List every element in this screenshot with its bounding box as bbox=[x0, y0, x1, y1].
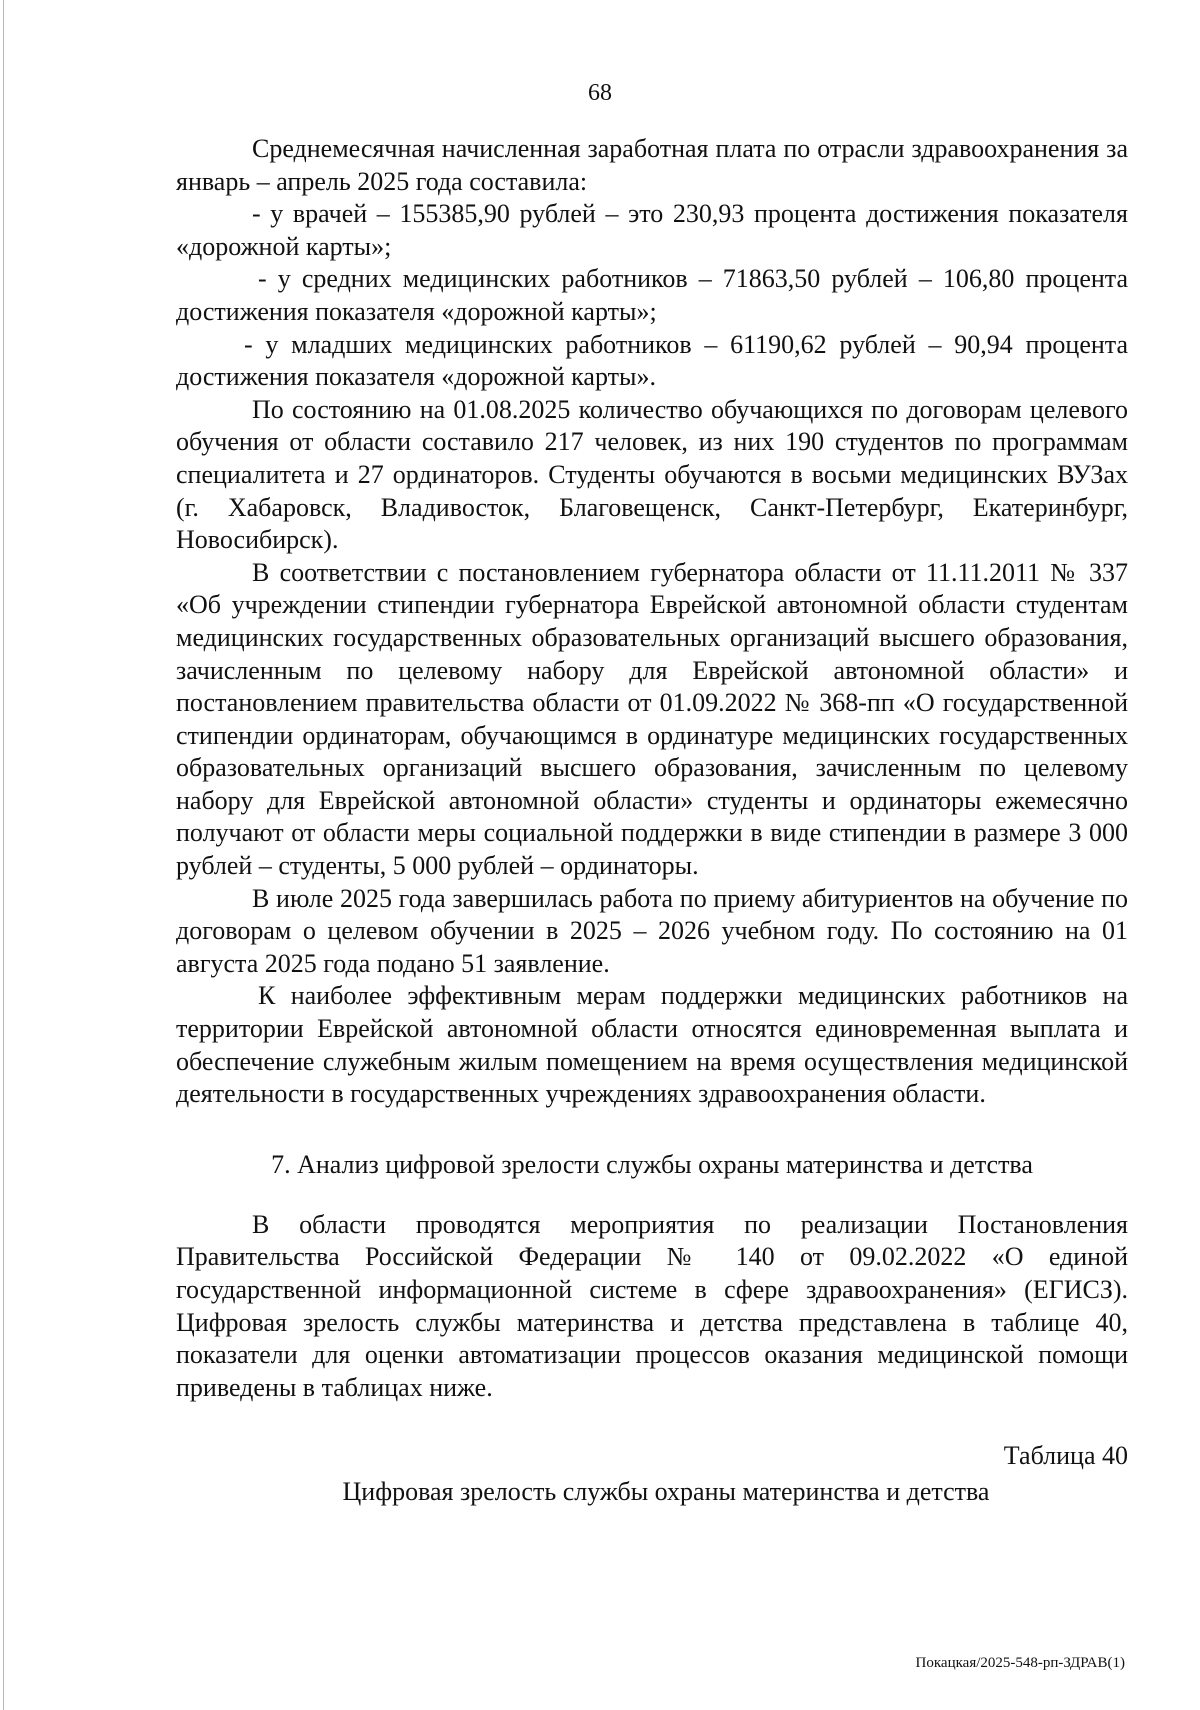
paragraph-doctors-salary: - у врачей – 155385,90 рублей – это 230,93 процента достижения показателя «дорожной карты»; bbox=[176, 199, 1128, 261]
paragraph-support-measures: К наиболее эффективным мерам поддержки медицинских работников на территории Еврейской автономной области относятся единовременная выплата и обеспечение служебным жилым помещением на время осуществления медицинской деятельности в государственных учреждениях здравоохранения области. bbox=[176, 981, 1128, 1109]
paragraph-admission: В июле 2025 года завершилась работа по приему абитуриентов на обучение по договорам о целевом обучении в 2025 – 2026 учебном году. По состоянию на 01 августа 2025 года подано 51 заявление. bbox=[176, 883, 1128, 978]
table-label: Таблица 40 bbox=[1003, 1441, 1128, 1471]
scan-edge-line bbox=[3, 0, 4, 1710]
paragraph-scholarships: В соответствии с постановлением губернатора области от 11.11.2011 № 337 «Об учреждении стипендии губернатора Еврейской автономной области студентам медицинских государственных образовательных организаций высшего образования, зачисленным по целевому набору для Еврейской автономной области» и постановлением правительства области от 01.09.2022 № 368-пп «О государственной стипендии ординаторам, обучающимся в ординатуре медицинских государственных образовательных организаций высшего образования, зачисленным по целевому набору для Еврейской автономной области» студенты и ординаторы ежемесячно получают от области меры социальной поддержки в виде стипендии в размере 3 000 рублей – студенты, 5 000 рублей – ординаторы. bbox=[176, 557, 1128, 881]
paragraph-nurses-salary: - у средних медицинских работников – 71863,50 рублей – 106,80 процента достижения показателя «дорожной карты»; bbox=[176, 264, 1128, 326]
section-heading: 7. Анализ цифровой зрелости службы охраны материнства и детства bbox=[271, 1149, 1033, 1179]
paragraph-junior-staff-salary: - у младших медицинских работников – 61190,62 рублей – 90,94 процента достижения показателя «дорожной карты». bbox=[176, 329, 1128, 392]
page-number: 68 bbox=[588, 80, 612, 106]
paragraph-digital-maturity: В области проводятся мероприятия по реализации Постановления Правительства Российской Федерации № 140 от 09.02.2022 «О единой государственной информационной системе в сфере здравоохранения» (ЕГИСЗ). Цифровая зрелость службы материнства и детства представлена в таблице 40, показатели для оценки автоматизации процессов оказания медицинской помощи приведены в таблицах ниже. bbox=[176, 1209, 1128, 1402]
paragraph-targeted-training: По состоянию на 01.08.2025 количество обучающихся по договорам целевого обучения от области составило 217 человек, из них 190 студентов по программам специалитета и 27 ординаторов. Студенты обучаются в восьми медицинских ВУЗах (г. Хабаровск, Владивосток, Благовещенск, Санкт-Петербург, Екатеринбург, Новосибирск). bbox=[176, 394, 1128, 555]
paragraph-salary-intro: Среднемесячная начисленная заработная плата по отрасли здравоохранения за январь – апрель 2025 года составила: bbox=[176, 134, 1128, 196]
footer-document-code: Покацкая/2025-548-рп-ЗДРАВ(1) bbox=[915, 1655, 1125, 1671]
table-title: Цифровая зрелость службы охраны материнства и детства bbox=[342, 1477, 990, 1507]
page-body bbox=[176, 133, 1128, 1508]
